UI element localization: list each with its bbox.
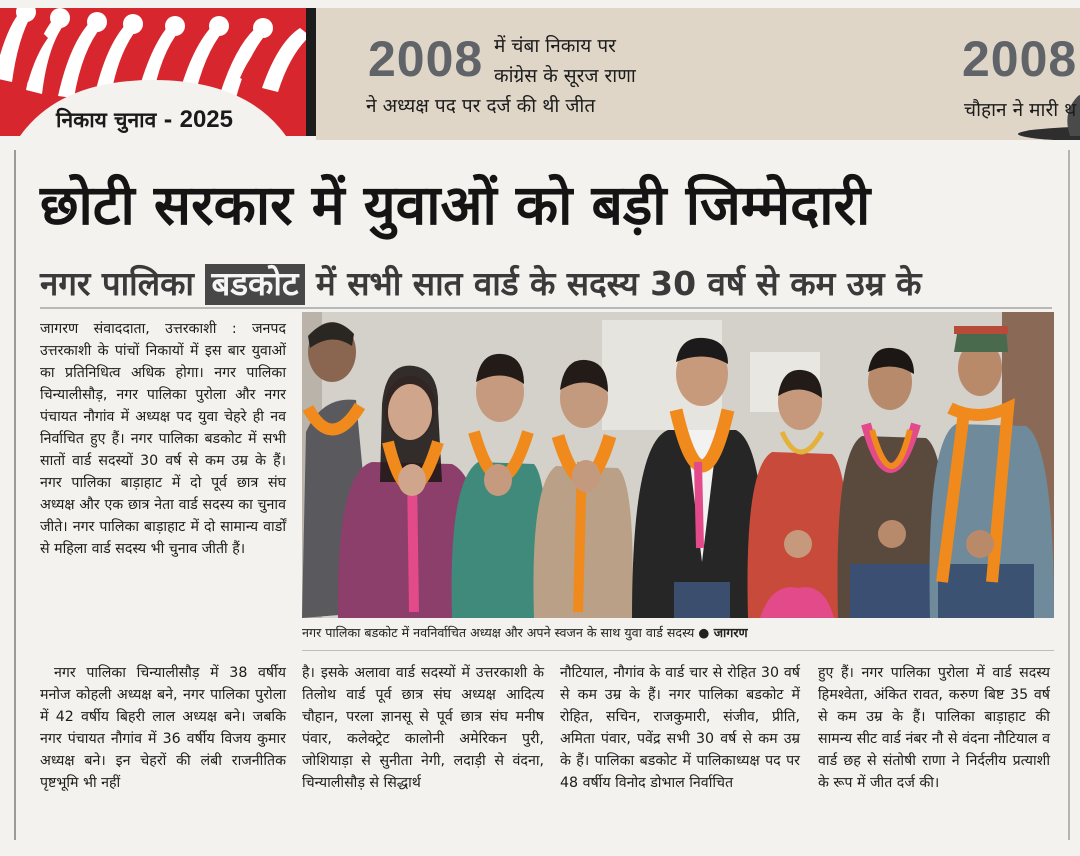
- left-column-rule: [14, 150, 16, 840]
- headline: छोटी सरकार में युवाओं को बड़ी जिम्मेदारी: [40, 173, 871, 237]
- article-paragraph-2: नगर पालिका चिन्यालीसौड़ में 38 वर्षीय मनोज कोहली अध्यक्ष बने, नगर पालिका पुरोला में 42 वर्षीय बिहरी लाल अध्यक्ष बने। जबकि नगर पंचायत नौगांव में 36 वर्षीय विजय कुमार अध्यक्ष बने। इन चेहरों की लंबी राजनीतिक पृष्टभूमि भी नहीं: [40, 665, 286, 791]
- section-banner: [0, 0, 1080, 142]
- article-paragraph-1: जागरण संवाददाता, उत्तरकाशी : जनपद उत्तरकाशी के पांचों निकायों में इस बार युवाओं का प्रतिनिधित्व अधिक होगा। नगर पालिका चिन्यालीसौड़, नगर पालिका पुरोला और नगर पंचायत नौगांव में अध्यक्ष पद युवा चेहरे ही नव निर्वाचित हुए हैं। नगर पालिका बडकोट में सभी सातों वार्ड सदस्यों 30 वर्ष से कम उम्र के हैं। नगर पालिका बाड़ाहाट में दो पूर्व छात्र संघ अध्यक्ष और एक छात्र नेता वार्ड सदस्य का चुनाव जीते। नगर पालिका बाड़ाहाट में दो सामान्य वार्डों से महिला वार्ड सदस्य भी चुनाव जीती हैं।: [40, 321, 286, 557]
- subheadline-pre: नगर पालिका: [40, 264, 194, 303]
- article-paragraph-4: नौटियाल, नौगांव के वार्ड चार से रोहित 30 वर्ष से कम उम्र के हैं। नगर पालिका बडकोट में रोहित, सचिन, राजकुमारी, संजीव, प्रीति, अमिता पंवार, पवेंद्र सभी 30 वर्ष से कम उम्र के हैं। पालिका बडकोट में पालिकाध्यक्ष पद पर 48 वर्षीय विनोद डोभाल निर्वाचित: [560, 665, 800, 791]
- section-label-year: 2025: [179, 106, 233, 133]
- article-column-2: [302, 662, 544, 794]
- article-paragraph-5: हुए हैं। नगर पालिका पुरोला में वार्ड सदस्य हिमश्वेता, अंकित रावत, करुण बिष्ट 35 वर्ष से कम उम्र के हैं। पालिका बाड़ाहाट की सामन्य सीट वार्ड नंबर नौ से वंदना नौटियाल व वार्ड छह से संतोषी राणा ने निर्दलीय प्रत्याशी के रूप में जीत दर्ज की।: [818, 665, 1050, 791]
- teaser-strip: [316, 8, 1080, 140]
- group-photo-illustration: [302, 312, 1054, 618]
- article-column-1: [40, 318, 286, 560]
- photo-credit: ● जागरण: [698, 625, 748, 640]
- photo-caption: [302, 624, 1054, 641]
- section-label-text: निकाय चुनाव -: [56, 108, 173, 132]
- article-paragraph-3: है। इसके अलावा वार्ड सदस्यों में उत्तरकाशी के तिलोथ वार्ड पूर्व छात्र संघ अध्यक्ष आदित्य चौहान, परला ज्ञानसू से पूर्व छात्र संघ मनीष पंवार, कलेक्ट्रेट कालोनी अमेरिकन पुरी, जोशियाड़ा से सुनीता नेगी, लदाड़ी से वंदना, चिन्यालीसौड़ से सिद्धार्थ: [302, 665, 544, 791]
- teaser-1-line-1: में चंबा निकाय पर: [494, 35, 616, 57]
- photo-caption-text: नगर पालिका बडकोट में नवनिर्वाचित अध्यक्ष और अपने स्वजन के साथ युवा वार्ड सदस्य: [302, 625, 695, 640]
- right-column-rule: [1068, 150, 1070, 840]
- section-label: [56, 106, 233, 134]
- teaser-1-line-3: ने अध्यक्ष पद पर दर्ज की थी जीत: [366, 95, 596, 117]
- teaser-1-line-2: कांग्रेस के सूरज राणा: [494, 65, 636, 87]
- caption-rule: [302, 650, 1054, 651]
- subheadline-highlight: बडकोट: [205, 264, 304, 305]
- section-logo: [0, 8, 316, 136]
- article-column-1-continued: [40, 662, 286, 794]
- subheadline-rule: [40, 307, 1052, 309]
- group-photo: [302, 312, 1054, 618]
- subheadline: [40, 260, 921, 305]
- article-column-3: [560, 662, 800, 794]
- article-column-4: [818, 662, 1050, 794]
- teaser-year-2: 2008: [962, 31, 1078, 87]
- subheadline-post: में सभी सात वार्ड के सदस्य 30 वर्ष से कम उम्र के: [316, 264, 922, 303]
- teaser-year-1: 2008: [368, 31, 484, 87]
- teaser-2-line-3: चौहान ने मारी थ: [964, 99, 1077, 121]
